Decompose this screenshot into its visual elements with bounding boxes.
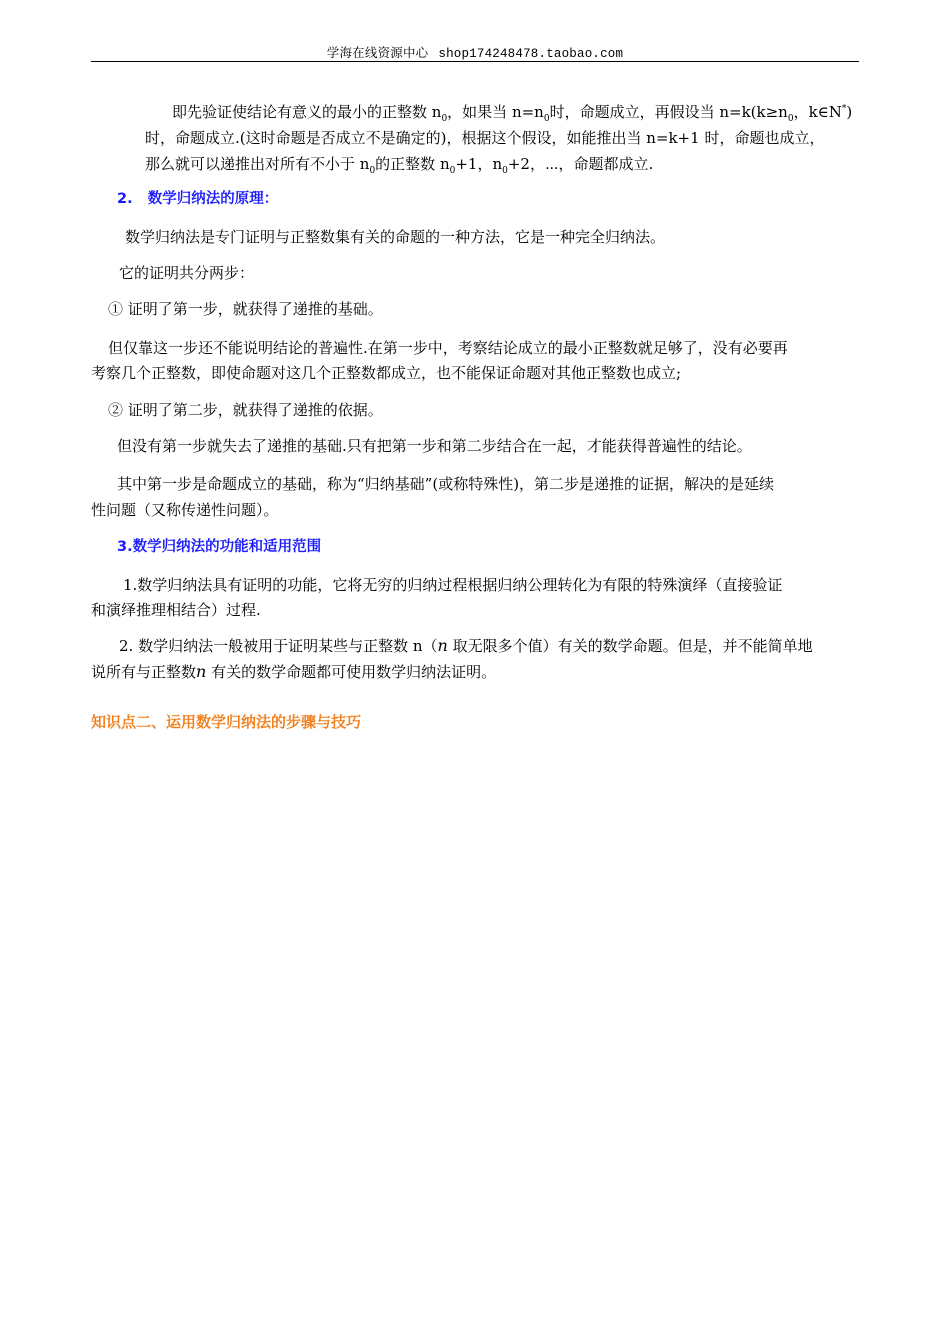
section-2-paragraph-1: 数学归纳法是专门证明与正整数集有关的命题的一种方法，它是一种完全归纳法。 (125, 228, 666, 246)
section-2-heading: 2. 数学归纳法的原理： (117, 191, 279, 207)
section-2-paragraph-7-line-1: 其中第一步是命题成立的基础，称为“归纳基础”(或称特殊性)，第二步是递推的证据，解决的是延续 (117, 475, 775, 493)
knowledge-point-2-heading: 知识点二、运用数学归纳法的步骤与技巧 (91, 713, 362, 731)
header-site-name: 学海在线资源中心 (326, 45, 429, 60)
intro-line-2: 时，命题成立.(这时命题是否成立不是确定的)，根据这个假设，如能推出当 n=k+1 时，命题也成立， (145, 129, 825, 147)
section-2-paragraph-6: 但没有第一步就失去了递推的基础.只有把第一步和第二步结合在一起，才能获得普遍性的结论。 (117, 437, 752, 455)
section-3-paragraph-2-line-2: 说所有与正整数n 有关的数学命题都可使用数学归纳法证明。 (91, 662, 497, 681)
section-3-heading: 3.数学归纳法的功能和适用范围 (117, 539, 322, 555)
header-divider (91, 61, 859, 62)
intro-line-1: 即先验证使结论有意义的最小的正整数 $n_0$，如果当 $n=n_0$时，命题成立，再假设当 $n=k(k\ge n_0$，k∈N*) (172, 103, 853, 124)
section-3-paragraph-2-line-1: 2. 数学归纳法一般被用于证明某些与正整数 n（n 取无限多个值）有关的数学命题。但是，并不能简单地 (119, 636, 813, 655)
section-2-step-1: ① 证明了第一步，就获得了递推的基础。 (108, 300, 383, 318)
section-3-paragraph-1-line-1: 1.数学归纳法具有证明的功能，它将无穷的归纳过程根据归纳公理转化为有限的特殊演绎（直接验证 (123, 576, 783, 594)
section-2-paragraph-4-line-1: 但仅靠这一步还不能说明结论的普遍性.在第一步中，考察结论成立的最小正整数就足够了，没有必要再 (108, 339, 788, 357)
section-2-paragraph-7-line-2: 性问题（又称传递性问题）。 (91, 501, 279, 519)
section-2-paragraph-2: 它的证明共分两步： (119, 264, 255, 282)
section-3-paragraph-1-line-2: 和演绎推理相结合）过程. (91, 601, 261, 619)
intro-line-3: 那么就可以递推出对所有不小于 $n_0$的正整数 $n_0+1$，$n_0+2$，⋯，命题都成立. (145, 155, 654, 176)
section-2-paragraph-4-line-2: 考察几个正整数，即使命题对这几个正整数都成立，也不能保证命题对其他正整数也成立; (91, 364, 682, 382)
header-shop-url: shop174248478.taobao.com (438, 47, 624, 61)
section-2-step-2: ② 证明了第二步，就获得了递推的依据。 (108, 401, 383, 419)
